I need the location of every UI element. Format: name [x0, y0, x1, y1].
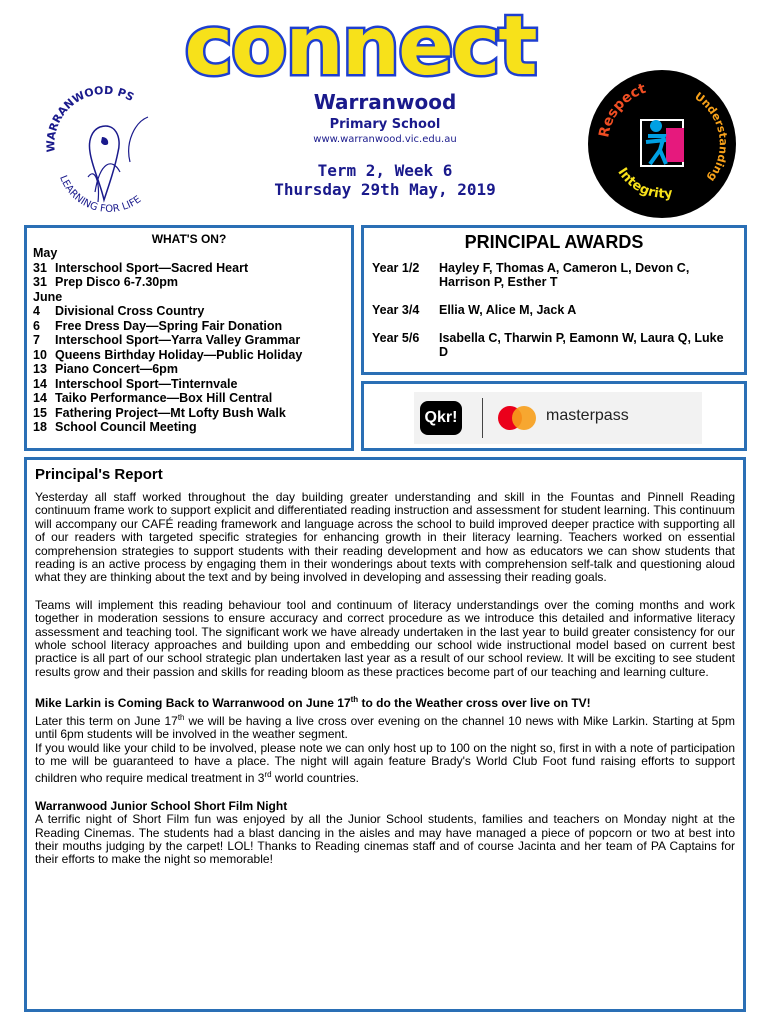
award-rows	[372, 261, 736, 359]
event-item	[33, 406, 345, 421]
award-row	[372, 261, 736, 289]
weather-section	[35, 693, 735, 785]
event-day: 15	[33, 405, 47, 420]
award-names: Hayley F, Thomas A, Cameron L, Devon C, Harrison P, Esther T	[439, 261, 690, 289]
school-url[interactable]: www.warranwood.vic.edu.au	[313, 134, 457, 145]
award-row	[372, 303, 736, 317]
event-day: 13	[33, 362, 47, 376]
event-item	[33, 261, 345, 276]
award-names: Isabella C, Tharwin P, Eamonn W, Laura Q, Luke D	[439, 331, 724, 359]
event-text: Piano Concert—6pm	[55, 362, 178, 376]
event-text: Prep Disco 6-7.30pm	[55, 275, 178, 289]
event-item	[33, 319, 345, 334]
event-day: 14	[33, 391, 47, 405]
event-item	[33, 333, 345, 348]
award-year: Year 3/4	[372, 303, 420, 317]
event-day: 7	[33, 333, 40, 347]
term-info	[230, 161, 540, 199]
award-row	[372, 331, 736, 359]
school-name: Warranwood	[313, 90, 457, 114]
award-year: Year 5/6	[372, 331, 420, 345]
event-item	[33, 362, 345, 377]
film-night-paragraph: A terrific night of Short Film fun was enjoyed by all the Junior School students, families and teachers on Monday night at the Reading Cinemas. The students had a blast dancing in the aisles and may have managed a piece of popcorn or two at best into their mouths judging by the carpet! LOL! Thanks to Reading cinemas staff and of course Jacinta and her team of PA Captains for their efforts to make the night so memorable!	[35, 812, 735, 867]
awards-title: PRINCIPAL AWARDS	[464, 232, 644, 252]
principal-awards-box	[361, 225, 747, 375]
event-text: Divisional Cross Country	[55, 304, 205, 318]
month-label-june: June	[33, 289, 63, 304]
film-night-heading: Warranwood Junior School Short Film Night	[35, 798, 288, 813]
school-crest-logo	[40, 82, 170, 222]
event-text: Interschool Sport—Tinternvale	[55, 376, 238, 391]
whats-on-box	[24, 225, 354, 451]
values-logo	[586, 68, 738, 220]
event-day: 14	[33, 376, 47, 391]
event-text: Fathering Project—Mt Lofty Bush Walk	[55, 405, 286, 420]
event-text: Queens Birthday Holiday—Public Holiday	[55, 347, 303, 362]
award-names: Ellia W, Alice M, Jack A	[439, 303, 577, 317]
payment-box	[361, 381, 747, 451]
event-item	[33, 304, 345, 319]
principals-report-box	[24, 457, 746, 1012]
event-day: 18	[33, 420, 47, 434]
value-integrity: Integrity	[614, 165, 674, 202]
event-day: 31	[33, 260, 47, 275]
weather-heading: Mike Larkin is Coming Back to Warranwood on June 17th to do the Weather cross over live on TV!	[35, 695, 591, 711]
may-event-list	[33, 261, 345, 290]
month-label-may: May	[33, 246, 58, 260]
whats-on-title: WHAT'S ON?	[151, 232, 227, 246]
event-item	[33, 377, 345, 392]
award-year: Year 1/2	[372, 261, 420, 275]
event-text: Interschool Sport—Yarra Valley Grammar	[55, 333, 301, 347]
qkr-logo: Qkr!	[420, 401, 462, 435]
date-line: Thursday 29th May, 2019	[274, 180, 496, 199]
event-day: 6	[33, 318, 40, 333]
term-line: Term 2, Week 6	[317, 161, 453, 180]
event-text: Interschool Sport—Sacred Heart	[55, 260, 249, 275]
payment-logos	[414, 392, 702, 444]
event-day: 4	[33, 304, 40, 318]
value-understanding: Understanding	[692, 89, 730, 185]
mastercard-yellow-circle	[512, 406, 536, 430]
crest-bottom-text: LEARNING FOR LIFE	[57, 173, 144, 215]
crest-top-text: WARRANWOOD PS	[44, 83, 137, 153]
event-text: Taiko Performance—Box Hill Central	[55, 391, 273, 405]
june-event-list	[33, 304, 345, 435]
event-item	[33, 275, 345, 290]
event-item	[33, 420, 345, 435]
event-day: 31	[33, 275, 47, 289]
event-item	[33, 391, 345, 406]
masterpass-logo-text: masterpass	[546, 407, 629, 424]
masthead-text: connect	[184, 2, 536, 92]
weather-paragraph-2: If you would like your child to be involved, please note we can only host up to 100 on the night so, first in with a note of participation to me will be guaranteed to have a place. The night will again feature Brady's World Club Foot fund raising efforts to support children who require medical treatment in 3rd world countries.	[35, 740, 735, 786]
weather-paragraph-1: Later this term on June 17th we will be having a live cross over evening on the channel 10 news with Mike Larkin. Starting at 5pm until 6pm students will be involved in the weather segment.	[35, 712, 735, 742]
event-text: Free Dress Day—Spring Fair Donation	[55, 318, 283, 333]
value-respect: Respect	[596, 80, 649, 139]
event-text: School Council Meeting	[55, 420, 197, 434]
report-title: Principal's Report	[35, 466, 163, 483]
logo-divider	[482, 398, 483, 438]
film-night-section	[35, 800, 735, 867]
event-item	[33, 348, 345, 363]
school-subtitle: Primary School	[329, 117, 441, 132]
svg-text:LEARNING FOR LIFE	[57, 174, 143, 215]
masthead-logo	[160, 2, 560, 92]
event-day: 10	[33, 347, 47, 362]
report-paragraph-1: Yesterday all staff worked throughout the day building greater understanding and skill in the Fountas and Pinnell Reading continuum frame work to support explicit and differentiated reading instruction and assessment for student learning. This continuum will accompany our CAFÉ reading framework and language across the school to build improved deeper practice with supporting all of our readers with targeted specific strategies for enhancing growth in their literacy learning. Teachers worked on essential comprehension strategies to support students with their reading development and how as educators we can show students that reading is an active process by engaging them in their wonderings about texts with comprehension self-talk and questioning aloud what they are thinking about the text and by being involved in developing and assessing their reading goals.	[35, 490, 735, 585]
report-paragraph-2: Teams will implement this reading behaviour tool and continuum of literacy understandings over the coming months and work together in moderation sessions to ensure accuracy and correct procedure as we introduce this detailed and informative literacy assessment and teaching tool. The significant work we have already undertaken in the last year to build greater consistency for our whole school literacy approaches and building upon and embedding our school wide instructional model based on current best practice is all part of our school strategic plan undertaken last year as a result of our school review. It will be exciting to see student results grow and their passion and skills for reading bloom as these practices become part of our teaching and learning culture.	[35, 597, 735, 679]
